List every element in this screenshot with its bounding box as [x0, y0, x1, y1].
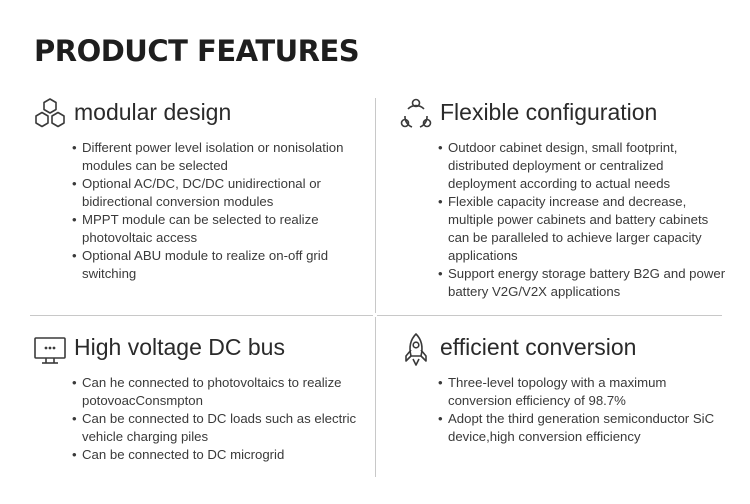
feature-bullet-list: [72, 139, 372, 283]
vertical-divider-top: [375, 98, 376, 313]
feature-bullet: • Can be connected to DC loads such as electric vehicle charging piles: [72, 410, 362, 446]
feature-modular-design: [32, 97, 367, 297]
feature-bullet: • MPPT module can be selected to realize photovoltaic access: [72, 211, 372, 247]
feature-bullet: • Can he connected to photovoltaics to realize potovoacConsmpton: [72, 374, 362, 410]
feature-bullet: • Flexible capacity increase and decrease, multiple power cabinets and battery cabinets can be paralleled to achieve larger capacity applications: [438, 193, 728, 265]
feature-bullet: • Optional ABU module to realize on-off grid switching: [72, 247, 372, 283]
feature-bullet: • Support energy storage battery B2G and power battery V2G/V2X applications: [438, 265, 728, 301]
network-nodes-icon: [398, 97, 434, 133]
feature-bullet: • Outdoor cabinet design, small footprint, distributed deployment or centralized deployment according to actual needs: [438, 139, 728, 193]
feature-bullet-list: [72, 374, 362, 464]
horizontal-divider-right: [377, 315, 722, 316]
feature-bullet-list: [438, 139, 728, 301]
horizontal-divider-left: [30, 315, 373, 316]
feature-bullet: • Can be connected to DC microgrid: [72, 446, 362, 464]
feature-bullet-list: [438, 374, 728, 446]
monitor-icon: [32, 332, 68, 368]
feature-heading: Flexible configuration: [440, 99, 658, 125]
vertical-divider-bottom: [375, 317, 376, 477]
feature-bullet: • Different power level isolation or nonisolation modules can be selected: [72, 139, 372, 175]
page-title: PRODUCT FEATURES: [34, 34, 360, 68]
feature-bullet: • Optional AC/DC, DC/DC unidirectional or bidirectional conversion modules: [72, 175, 372, 211]
feature-flexible-configuration: [398, 97, 733, 307]
feature-bullet: • Adopt the third generation semiconductor SiC device,high conversion efficiency: [438, 410, 728, 446]
feature-bullet: • Three-level topology with a maximum conversion efficiency of 98.7%: [438, 374, 728, 410]
feature-heading: High voltage DC bus: [74, 334, 285, 360]
feature-efficient-conversion: [398, 332, 733, 482]
feature-heading: modular design: [74, 99, 232, 125]
feature-high-voltage-dc-bus: [32, 332, 367, 482]
hexagon-cluster-icon: [32, 97, 68, 133]
feature-heading: efficient conversion: [440, 334, 637, 360]
rocket-icon: [398, 332, 434, 368]
